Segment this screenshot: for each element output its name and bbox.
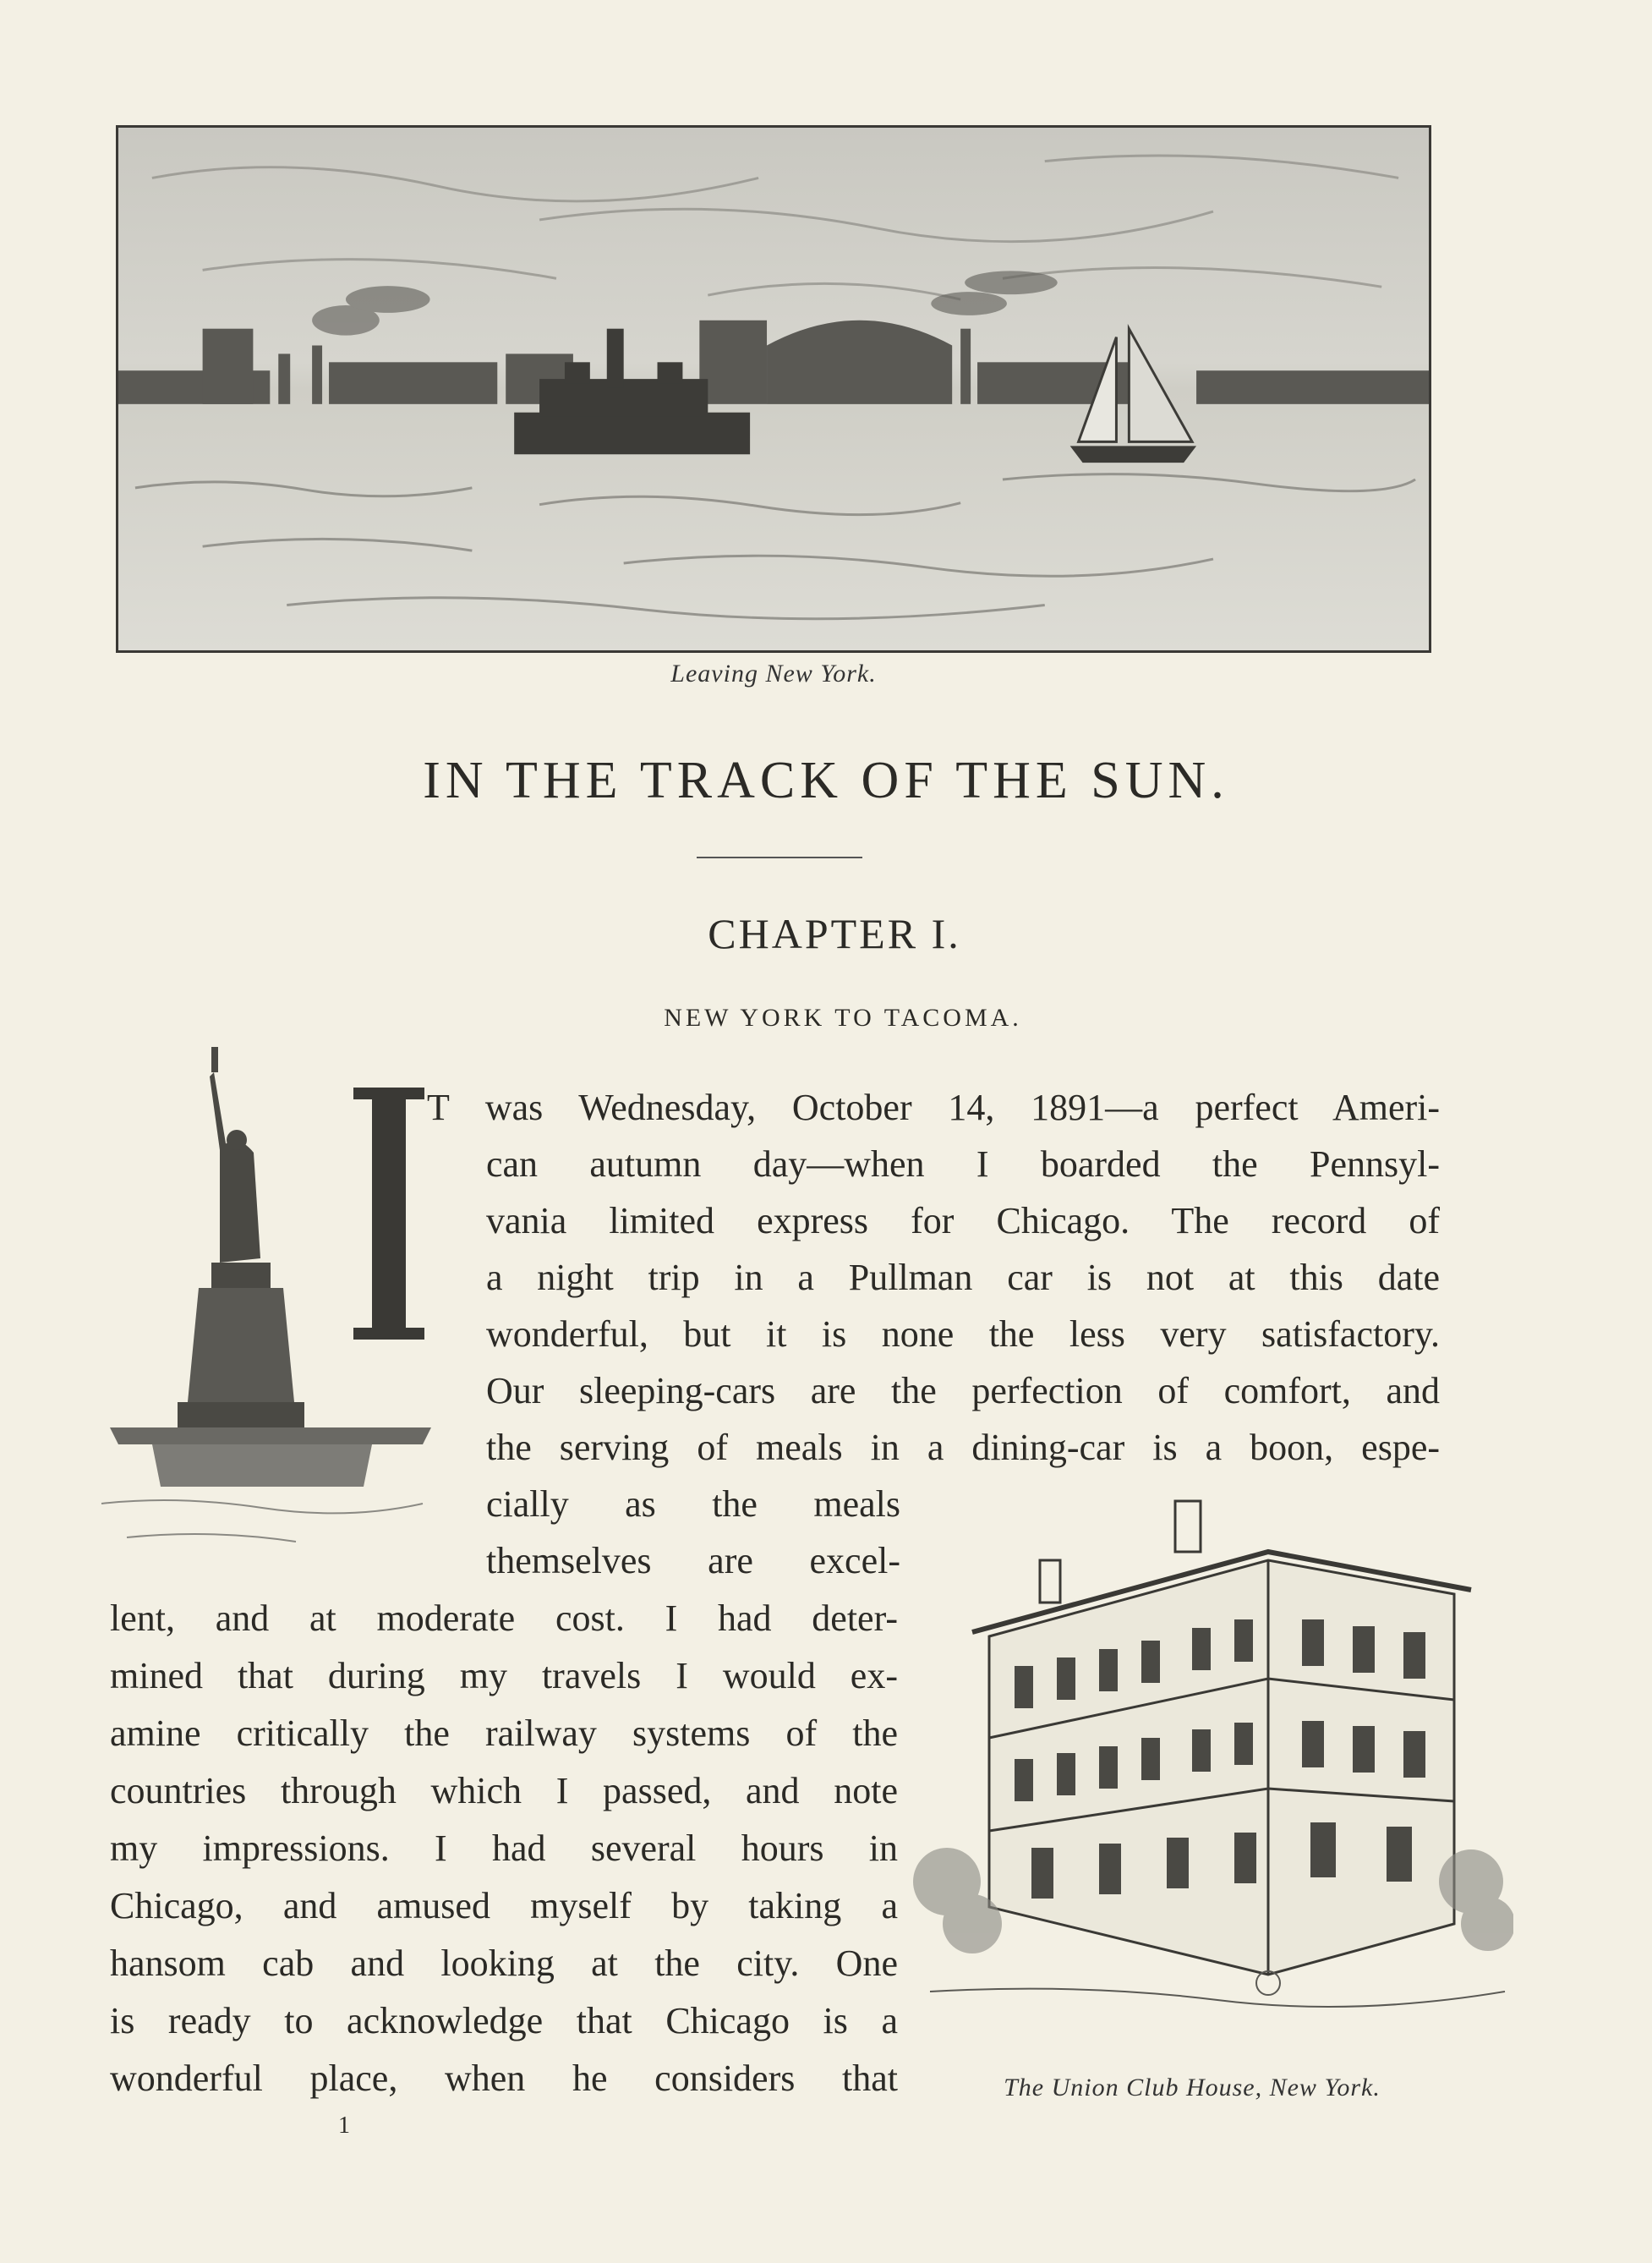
body-line: wonderful place, when he considers that xyxy=(110,2058,898,2099)
body-line: mined that during my travels I would ex- xyxy=(110,1655,898,1696)
title-divider xyxy=(697,857,862,858)
chapter-subtitle: NEW YORK TO TACOMA. xyxy=(664,1004,1022,1032)
body-line: vania limited express for Chicago. The record of xyxy=(486,1200,1440,1241)
body-line: themselves are excel- xyxy=(486,1540,900,1581)
body-line: Our sleeping-cars are the perfection of comfort, and xyxy=(486,1370,1440,1411)
body-line: T was Wednesday, October 14, 1891—a perfect Ameri- xyxy=(427,1087,1440,1128)
body-line: my impressions. I had several hours in xyxy=(110,1827,898,1869)
body-line: can autumn day—when I boarded the Pennsyl- xyxy=(486,1143,1440,1185)
chapter-title: CHAPTER I. xyxy=(708,910,961,957)
top-illustration-caption: Leaving New York. xyxy=(670,660,877,688)
body-line: cially as the meals xyxy=(486,1483,900,1525)
page-number: 1 xyxy=(338,2112,350,2139)
body-line: is ready to acknowledge that Chicago is a xyxy=(110,2000,898,2041)
body-line: wonderful, but it is none the less very satisfactory. xyxy=(486,1313,1440,1355)
body-line: hansom cab and looking at the city. One xyxy=(110,1942,898,1984)
body-line: Chicago, and amused myself by taking a xyxy=(110,1885,898,1926)
drop-cap xyxy=(353,1088,424,1340)
body-line: countries through which I passed, and note xyxy=(110,1770,898,1811)
body-line: amine critically the railway systems of the xyxy=(110,1712,898,1754)
body-line: the serving of meals in a dining-car is a boon, espe- xyxy=(486,1427,1440,1468)
book-title: IN THE TRACK OF THE SUN. xyxy=(423,752,1229,809)
club-illustration-caption: The Union Club House, New York. xyxy=(1004,2074,1381,2101)
body-line: lent, and at moderate cost. I had deter- xyxy=(110,1597,898,1639)
leaving-new-york-illustration xyxy=(116,125,1431,653)
body-line: a night trip in a Pullman car is not at this date xyxy=(486,1257,1440,1298)
union-club-house-illustration xyxy=(913,1484,1513,2034)
